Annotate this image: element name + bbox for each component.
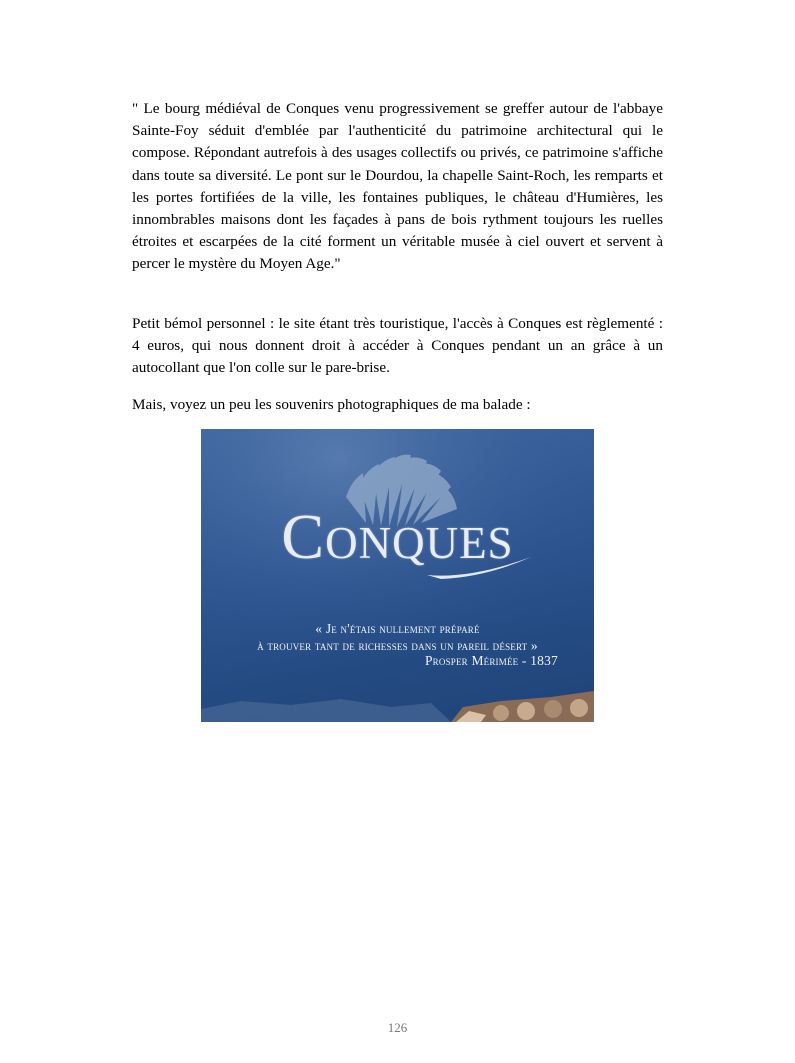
photo-quote-line-1: « Je n'étais nullement préparé (315, 621, 480, 636)
note-paragraph: Petit bémol personnel : le site étant très touristique, l'accès à Conques est règlementé : 4 euros, qui nous donnent droit à accéder à Conques pendant un an grâce à un autocollant que l'on colle sur le pare-brise. (132, 315, 663, 377)
quote-paragraph: " Le bourg médiéval de Conques venu progressivement se greffer autour de l'abbaye Sainte-Foy séduit d'emblée par l'authenticité du patrimoine architectural qui le compose. Répondant autrefois à des usages collectifs ou privés, ce patrimoine s'affiche dans toute sa diversité. Le pont sur le Dourdou, la chapelle Saint-Roch, les remparts et les portes fortifiées de la ville, les fontaines publiques, le château d'Humières, les innombrables maisons dont les façades à pans de bois rythment toujours les ruelles étroites et escarpées de la cité forment un véritable musée à ciel ouvert et servent à percer le mystère du Moyen Age." (132, 100, 663, 273)
photo-quote-attribution: Prosper Mérimée - 1837 (424, 653, 558, 668)
page-number: 126 (387, 1020, 408, 1035)
conques-sign-photo (201, 429, 594, 722)
photo-background (201, 429, 594, 722)
intro-paragraph: Mais, voyez un peu les souvenirs photographiques de ma balade : (132, 396, 531, 413)
photo-quote-line-2: à trouver tant de richesses dans un pareil désert » (257, 638, 538, 653)
photo-title: Conques (281, 501, 514, 572)
